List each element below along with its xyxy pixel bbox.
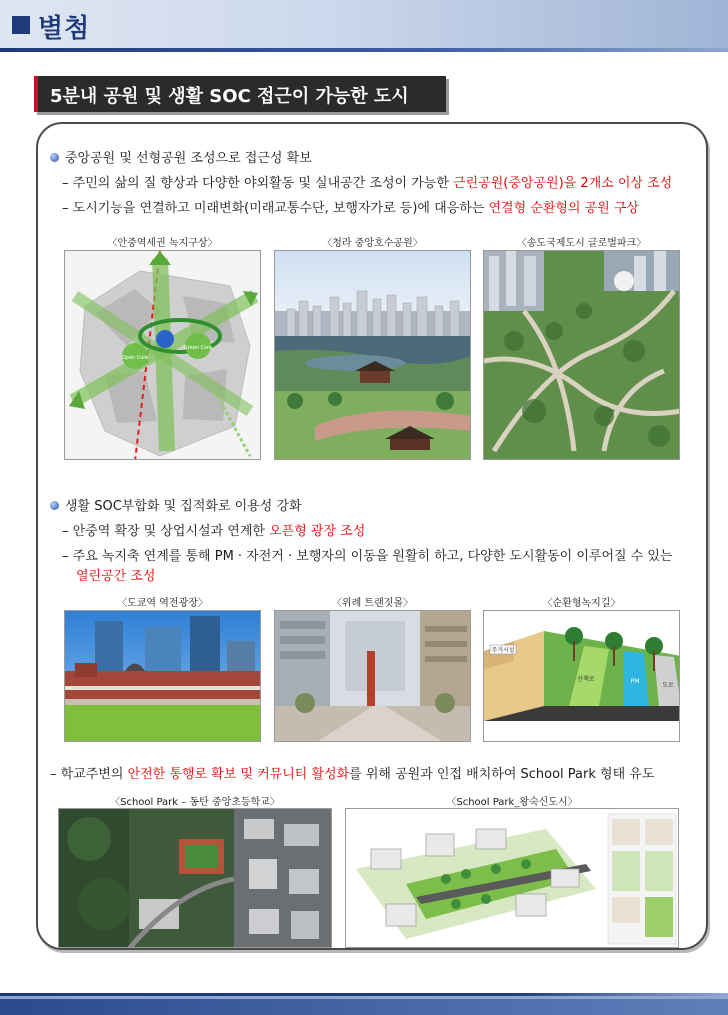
songdo-park-photo <box>483 250 680 460</box>
wangsuk-school-park-diagram <box>345 808 679 948</box>
svg-text:Open Core: Open Core <box>121 355 149 361</box>
bullet-icon <box>50 153 59 162</box>
block1-item1-highlight: 근린공원(중앙공원)을 2개소 이상 조성 <box>453 176 673 191</box>
svg-text:주거시설: 주거시설 <box>491 647 515 654</box>
caption-dongtan-school-park: 〈School Park – 동탄 중앙초등학교〉 <box>110 797 280 808</box>
block1-item2: – 도시기능을 연결하고 미래변화(미래교통수단, 보행자가로 등)에 대응하는 연결형 순환형의 공원 구상 <box>62 201 639 216</box>
block2-heading: 생활 SOC부합화 및 집적화로 이용성 강화 <box>50 495 302 514</box>
caption-wirye-transit-mall: 〈위례 트랜짓몰〉 <box>331 598 414 609</box>
block2-item1-highlight: 오픈형 광장 조성 <box>269 524 366 539</box>
header-square-icon <box>12 16 30 34</box>
block3-highlight: 안전한 통행로 확보 및 커뮤니티 활성화 <box>127 767 350 782</box>
caption-circular-green-path: 〈순환형녹지길〉 <box>542 598 621 609</box>
block2-item2-highlight: 열린공간 조성 <box>76 569 156 584</box>
svg-text:Green Core: Green Core <box>183 345 213 351</box>
wirye-transit-mall-photo <box>274 610 471 742</box>
tokyo-station-photo <box>64 610 261 742</box>
section-title-box <box>34 76 446 112</box>
header-band <box>0 0 728 52</box>
caption-tokyo-station-plaza: 〈도쿄역 역전광장〉 <box>117 598 208 609</box>
caption-songdo-park: 〈송도국제도시 글로벌파크〉 <box>516 238 647 249</box>
bullet-icon <box>50 501 59 510</box>
block2-item1: – 안중역 확장 및 상업시설과 연계한 오픈형 광장 조성 <box>62 524 366 539</box>
anjung-green-plan-image <box>64 250 261 460</box>
footer-band <box>0 993 728 1015</box>
caption-anjung-green-plan: 〈안중역세권 녹지구상〉 <box>107 238 218 249</box>
block3-item: – 학교주변의 안전한 통행로 확보 및 커뮤니티 활성화를 위해 공원과 인접 배치하여 School Park 형태 유도 <box>50 767 655 782</box>
block1-heading: 중앙공원 및 선형공원 조성으로 접근성 확보 <box>50 147 312 166</box>
caption-wangsuk-school-park: 〈School Park_왕숙신도시〉 <box>446 797 578 808</box>
block1-item1: – 주민의 삶의 질 향상과 다양한 야외활동 및 실내공간 조성이 가능한 근린공원(중앙공원)을 2개소 이상 조성 <box>62 176 673 191</box>
section-title: 5분내 공원 및 생활 SOC 접근이 가능한 도시 <box>50 86 409 107</box>
svg-text:PM: PM <box>630 678 640 685</box>
cheongna-park-photo <box>274 250 471 460</box>
svg-text:도로: 도로 <box>662 682 674 689</box>
header-title: 별첨 <box>38 14 91 44</box>
svg-text:산책로: 산책로 <box>577 676 595 683</box>
block1-item2-highlight: 연결형 순환형의 공원 구상 <box>488 201 639 216</box>
circular-green-path-diagram <box>483 610 680 742</box>
caption-cheongna-park: 〈청라 중앙호수공원〉 <box>322 238 423 249</box>
dongtan-aerial-photo <box>58 808 332 948</box>
block2-item2-line1: – 주요 녹지축 연계를 통해 PM · 자전거 · 보행자의 이동을 원활히 하고, 다양한 도시활동이 이루어질 수 있는 <box>62 549 673 564</box>
